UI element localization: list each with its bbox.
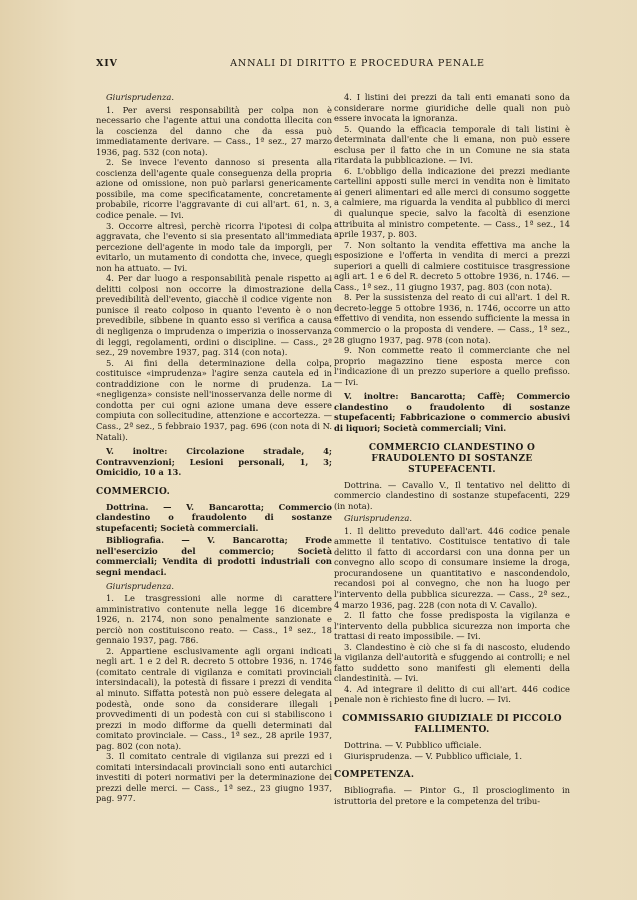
section-heading-commercio-clandestino: COMMERCIO CLANDESTINO O FRAUDOLENTO DI SOSTANZE STUPEFACENTI. — [368, 442, 536, 475]
dottrina-reference: Dottrina. — V. Bancarotta; Commercio clandestino o fraudolento di sostanze stupefacenti; Società commerciali. — [96, 501, 332, 533]
paragraph: 3. Clandestino è ciò che si fa di nascosto, eludendo la vigilanza dell'autorità e sfuggendo ai controlli; e nel fatto suddetto sono manifesti gli elementi della clandestinità. — Ivi. — [334, 641, 570, 684]
paragraph: 8. Per la sussistenza del reato di cui all'art. 1 del R. decreto-legge 5 ottobre 1936, n. 1746, occorre un atto effettivo di vendita, non essendo sufficiente la messa in commercio o la proposta di vendere. — Cass., 1ª sez., 28 giugno 1937, pag. 978 (con nota). — [334, 292, 570, 345]
giurisprudenza-reference: Giurisprudenza. — V. Pubblico ufficiale, 1. — [344, 750, 523, 761]
left-column — [96, 92, 332, 804]
paragraph: 6. L'obbligo della indicazione dei prezzi mediante cartellini apposti sulle merci in vendita non è limitato ai generi alimentari ed alle merci di consumo soggette a calmiere, ma riguarda la vendita al pubblico di merci di qualunque specie, salvo la facoltà di esenzione attribuita al ministro competente. — Cass., 1ª sez., 14 aprile 1937, p. 803. — [334, 165, 570, 240]
cross-references: V. inoltre: Bancarotta; Caffè; Commercio clandestino o fraudolento di sostanze stupefacenti; Fabbricazione o commercio abusivi di liquori; Società commerciali; Vini. — [334, 391, 570, 433]
paragraph: 3. Il comitato centrale di vigilanza sui prezzi ed i comitati intersindacali provinciali sono enti autarchici investiti di poteri normativi per la determinazione dei prezzi delle merci. — Cass., 1ª sez., 23 giugno 1937, pag. 977. — [96, 751, 332, 804]
section-heading-commissario-giudiziale: COMMISSARIO GIUDIZIALE DI PICCOLO FALLIMENTO. — [342, 713, 562, 735]
paragraph: 1. Le trasgressioni alle norme di carattere amministrativo contenute nella legge 16 dicembre 1926, n. 2174, non sono penalmente sanzionate e perciò non costituiscono reato. — Cass., 1ª sez., 18 gennaio 1937, pag. 786. — [96, 593, 332, 646]
paragraph: 5. Ai fini della determinazione della colpa, costituisce «imprudenza» l'agire senza cautela ed in contraddizione con le norme di prudenza. La «negligenza» consiste nell'inosservanza delle norme di condotta per cui ogni azione umana deve essere compiuta con sollecitudine, attenzione e accortezza. — Cass., 2ª sez., 5 febbraio 1937, pag. 696 (con nota di N. Natali). — [96, 357, 332, 442]
paragraph: 4. Ad integrare il delitto di cui all'art. 446 codice penale non è richiesto fine di lucro. — Ivi. — [334, 683, 570, 705]
subheading-giurisprudenza: Giurisprudenza. — [106, 580, 175, 591]
paragraph: 2. Il fatto che fosse predisposta la vigilanza e l'intervento della pubblica sicurezza non importa che trattasi di reato impossibile. — Ivi. — [334, 610, 570, 642]
dottrina-reference: Dottrina. — Cavallo V., Il tentativo nel delitto di commercio clandestino di sostanze stupefacenti, 229 (in nota). — [334, 479, 570, 511]
subheading-giurisprudenza: Giurisprudenza. — [344, 513, 413, 524]
bibliografia-reference: Bibliografia. — Pintor G., Il proscioglimento in istruttoria del pretore e la competenza del tribu- — [334, 785, 570, 806]
running-title: ANNALI DI DIRITTO E PROCEDURA PENALE — [230, 58, 485, 69]
paragraph: 1. Il delitto preveduto dall'art. 446 codice penale ammette il tentativo. Costituisce tentativo di tale delitto il fatto di accordarsi con una donna per un convegno allo scopo di consumare insieme la droga, procurandosene un quantitativo e nascondendolo, recandosi poi al convegno, che non ha luogo per l'intervento della pubblica sicurezza. — Cass., 2ª sez., 4 marzo 1936, pag. 228 (con nota di V. Cavallo). — [334, 525, 570, 610]
section-heading-commercio: COMMERCIO. — [96, 486, 171, 497]
paragraph: 5. Quando la efficacia temporale di tali listini è determinata dall'ente che li emana, non può essere esclusa per il fatto che in un Comune ne sia stata ritardata la pubblicazione. — Ivi. — [334, 123, 570, 166]
section-heading-competenza: COMPETENZA. — [334, 770, 415, 781]
paragraph: 1. Per aversi responsabilità per colpa non è necessario che l'agente attui una condotta illecita con la coscienza del danno che da essa può immediatamente derivare. — Cass., 1ª sez., 27 marzo 1936, pag. 532 (con nota). — [96, 104, 332, 157]
paragraph: 3. Occorre altresì, perchè ricorra l'ipotesi di colpa aggravata, che l'evento si sia presentato all'immediata percezione dell'agente in modo tale da imporgli, per evitarlo, un mutamento di condotta che, invece, quegli non ha attuato. — Ivi. — [96, 220, 332, 273]
paragraph: 2. Se invece l'evento dannoso si presenta alla coscienza dell'agente quale conseguenza della propria azione od omissione, non può parlarsi genericamente possibile, ma come specificatamente, concretamente probabile, ricorre l'aggravante di cui all'art. 61, n. 3, codice penale. — Ivi. — [96, 157, 332, 221]
paragraph: 9. Non commette reato il commerciante che nel proprio magazzino tiene esposta merce con l'indicazione di un prezzo superiore a quello prefisso. — Ivi. — [334, 345, 570, 387]
bibliografia-reference: Bibliografia. — V. Bancarotta; Frode nell'esercizio del commercio; Società commerciali; Vendita di prodotti industriali con segni mendaci. — [96, 535, 332, 577]
cross-references: V. inoltre: Circolazione stradale, 4; Contravvenzioni; Lesioni personali, 1, 3; Omicidio, 10 a 13. — [96, 446, 332, 478]
page-number: XIV — [96, 58, 118, 69]
dottrina-reference: Dottrina. — V. Pubblico ufficiale. — [344, 739, 482, 750]
subheading-giurisprudenza: Giurisprudenza. — [106, 92, 175, 102]
paragraph: 4. I listini dei prezzi da tali enti emanati sono da considerare norme giuridiche delle quali non può essere invocata la ignoranza. — [334, 92, 570, 124]
paragraph: 7. Non soltanto la vendita effettiva ma anche la esposizione e l'offerta in vendita di merci a prezzi superiori a quelli di calmiere costituisce trasgressione agli art. 1 e 6 del R. decreto 5 ottobre 1936, n. 1746. — Cass., 1ª sez., 11 giugno 1937, pag. 803 (con nota). — [334, 239, 570, 292]
paragraph: 2. Appartiene esclusivamente agli organi indicati negli art. 1 e 2 del R. decreto 5 ottobre 1936, n. 1746 (comitato centrale di vigilanza e comitati provinciali intersindacali), la potestà di fissare i prezzi di vendita al minuto. Siffatta potestà non può essere delegata al podestà, onde sono da considerare illegali i provvedimenti di un podestà con cui si stabiliscono i prezzi in modo difforme da quelli determinati dal comitato provinciale. — Cass., 1ª sez., 28 aprile 1937, pag. 802 (con nota). — [96, 645, 332, 751]
right-column — [334, 92, 570, 806]
paragraph: 4. Per dar luogo a responsabilità penale rispetto ai delitti colposi non occorre la dimostrazione della prevedibilità dell'evento, giacchè il codice vigente non punisce il reato colposo in quanto l'evento è o non prevedibile, sibbene in quanto esso si verifica a causa di negligenza o imprudenza o imperizia o inosservanza di leggi, regolamenti, ordini o discipline. — Cass., 2ª sez., 29 novembre 1937, pag. 314 (con nota). — [96, 273, 332, 358]
